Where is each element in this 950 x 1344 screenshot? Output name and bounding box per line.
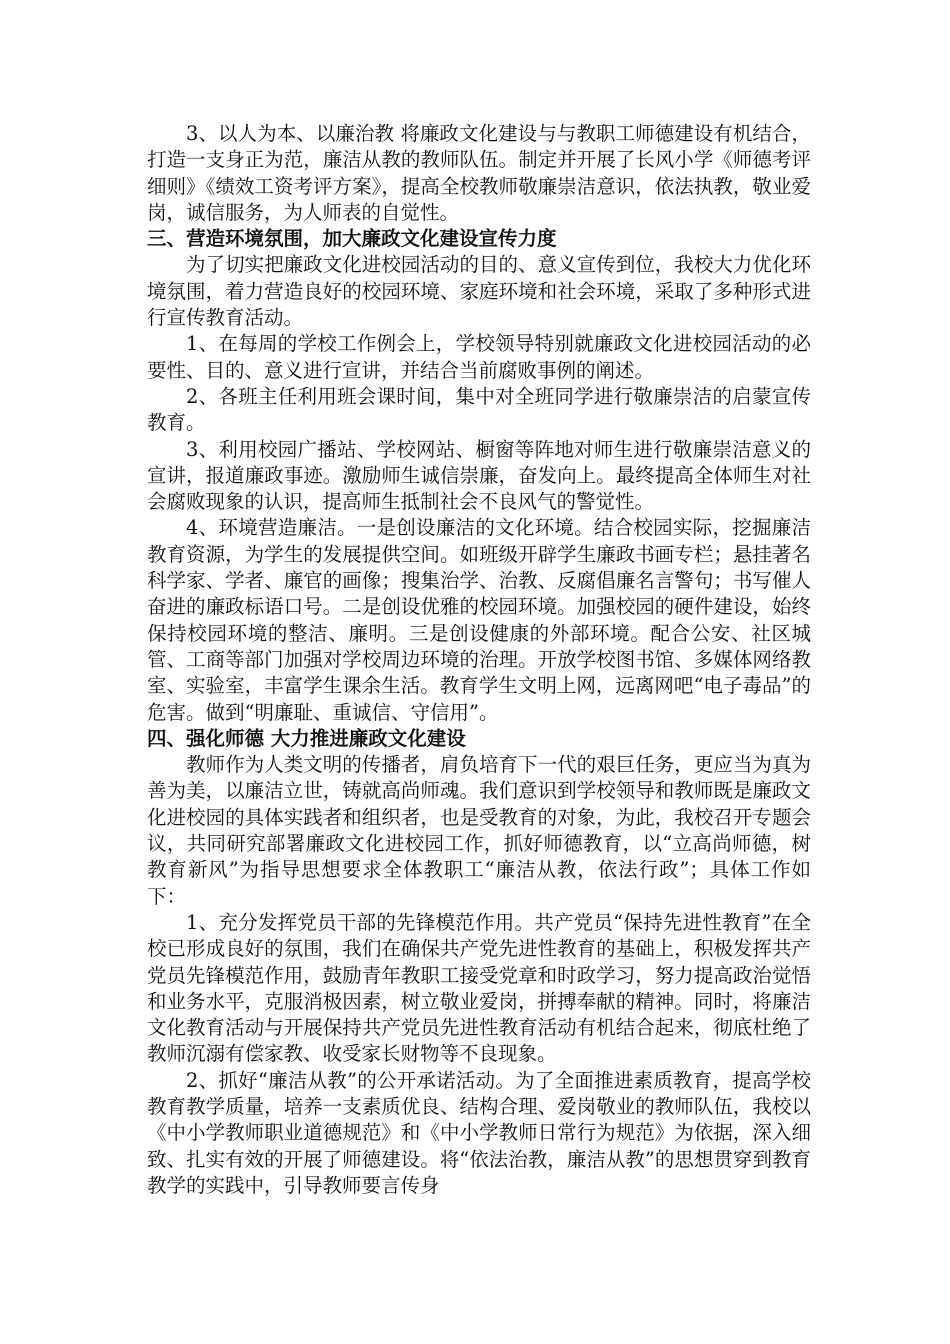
- paragraph-3: 1、在每周的学校工作例会上，学校领导特别就廉政文化进校园活动的必要性、目的、意义进行宣讲，并结合当前腐败事例的阐述。: [147, 332, 811, 382]
- paragraph-2: 为了切实把廉政文化进校园活动的目的、意义宣传到位，我校大力优化环境氛围，着力营造良好的校园环境、家庭环境和社会环境，采取了多种形式进行宣传教育活动。: [147, 253, 811, 330]
- paragraph-8: 1、充分发挥党员干部的先锋模范作用。共产党员“保持先进性教育”在全校已形成良好的氛围，我们在确保共产党先进性教育的基础上，积极发挥共产党员先锋模范作用，鼓励青年教职工接受党章和时政学习，努力提高政治觉悟和业务水平，克服消极因素，树立敬业爱岗，拼搏奉献的精神。同时，将廉洁文化教育活动与开展保持共产党员先进性教育活动有机结合起来，彻底杜绝了教师沉溺有偿家教、收受家长财物等不良现象。: [147, 910, 811, 1066]
- paragraph-9: 2、抓好“廉洁从教”的公开承诺活动。为了全面推进素质教育，提高学校教育教学质量，培养一支素质优良、结构合理、爱岗敬业的教师队伍，我校以《中小学教师职业道德规范》和《中小学教师日常行为规范》为依据，深入细致、扎实有效的开展了师德建设。将“依法治教，廉洁从教”的思想贯穿到教育教学的实践中，引导教师要言传身: [147, 1068, 811, 1197]
- document-page: [147, 121, 811, 1199]
- paragraph-7: 教师作为人类文明的传播者，肩负培育下一代的艰巨任务，更应当为真为善为美，以廉洁立世，铸就高尚师魂。我们意识到学校领导和教师既是廉政文化进校园的具体实践者和组织者，也是受教育的对象，为此，我校召开专题会议，共同研究部署廉政文化进校园工作，抓好师德教育，以“立高尚师德，树教育新风”为指导思想要求全体教职工“廉洁从教，依法行政”；具体工作如下：: [147, 753, 811, 908]
- section-heading-4: 四、强化师德 大力推进廉政文化建设: [147, 726, 466, 750]
- section-heading-3: 三、营造环境氛围，加大廉政文化建设宣传力度: [147, 227, 557, 251]
- paragraph-4: 2、各班主任利用班会课时间，集中对全班同学进行敬廉崇洁的启蒙宣传教育。: [147, 384, 811, 435]
- paragraph-5: 3、利用校园广播站、学校网站、橱窗等阵地对师生进行敬廉崇洁意义的宣讲，报道廉政事迹。激励师生诚信崇廉，奋发向上。最终提高全体师生对社会腐败现象的认识，提高师生抵制社会不良风气的警觉性。: [147, 437, 811, 514]
- paragraph-6: 4、环境营造廉洁。一是创设廉洁的文化环境。结合校园实际，挖掘廉洁教育资源，为学生的发展提供空间。如班级开辟学生廉政书画专栏；悬挂著名科学家、学者、廉官的画像；搜集治学、治教、反腐倡廉名言警句；书写催人奋进的廉政标语口号。二是创设优雅的校园环境。加强校园的硬件建设，始终保持校园环境的整洁、廉明。三是创设健康的外部环境。配合公安、社区城管、工商等部门加强对学校周边环境的治理。开放学校图书馆、多媒体网络教室、实验室，丰富学生课余生活。教育学生文明上网，远离网吧“电子毒品”的危害。做到“明廉耻、重诚信、守信用”。: [147, 516, 811, 724]
- paragraph-1: 3、以人为本、以廉治教 将廉政文化建设与与教职工师德建设有机结合，打造一支身正为范，廉洁从教的教师队伍。制定并开展了长风小学《师德考评细则》《绩效工资考评方案》，提高全校教师敬廉崇洁意识，依法执教，敬业爱岗，诚信服务，为人师表的自觉性。: [147, 122, 811, 224]
